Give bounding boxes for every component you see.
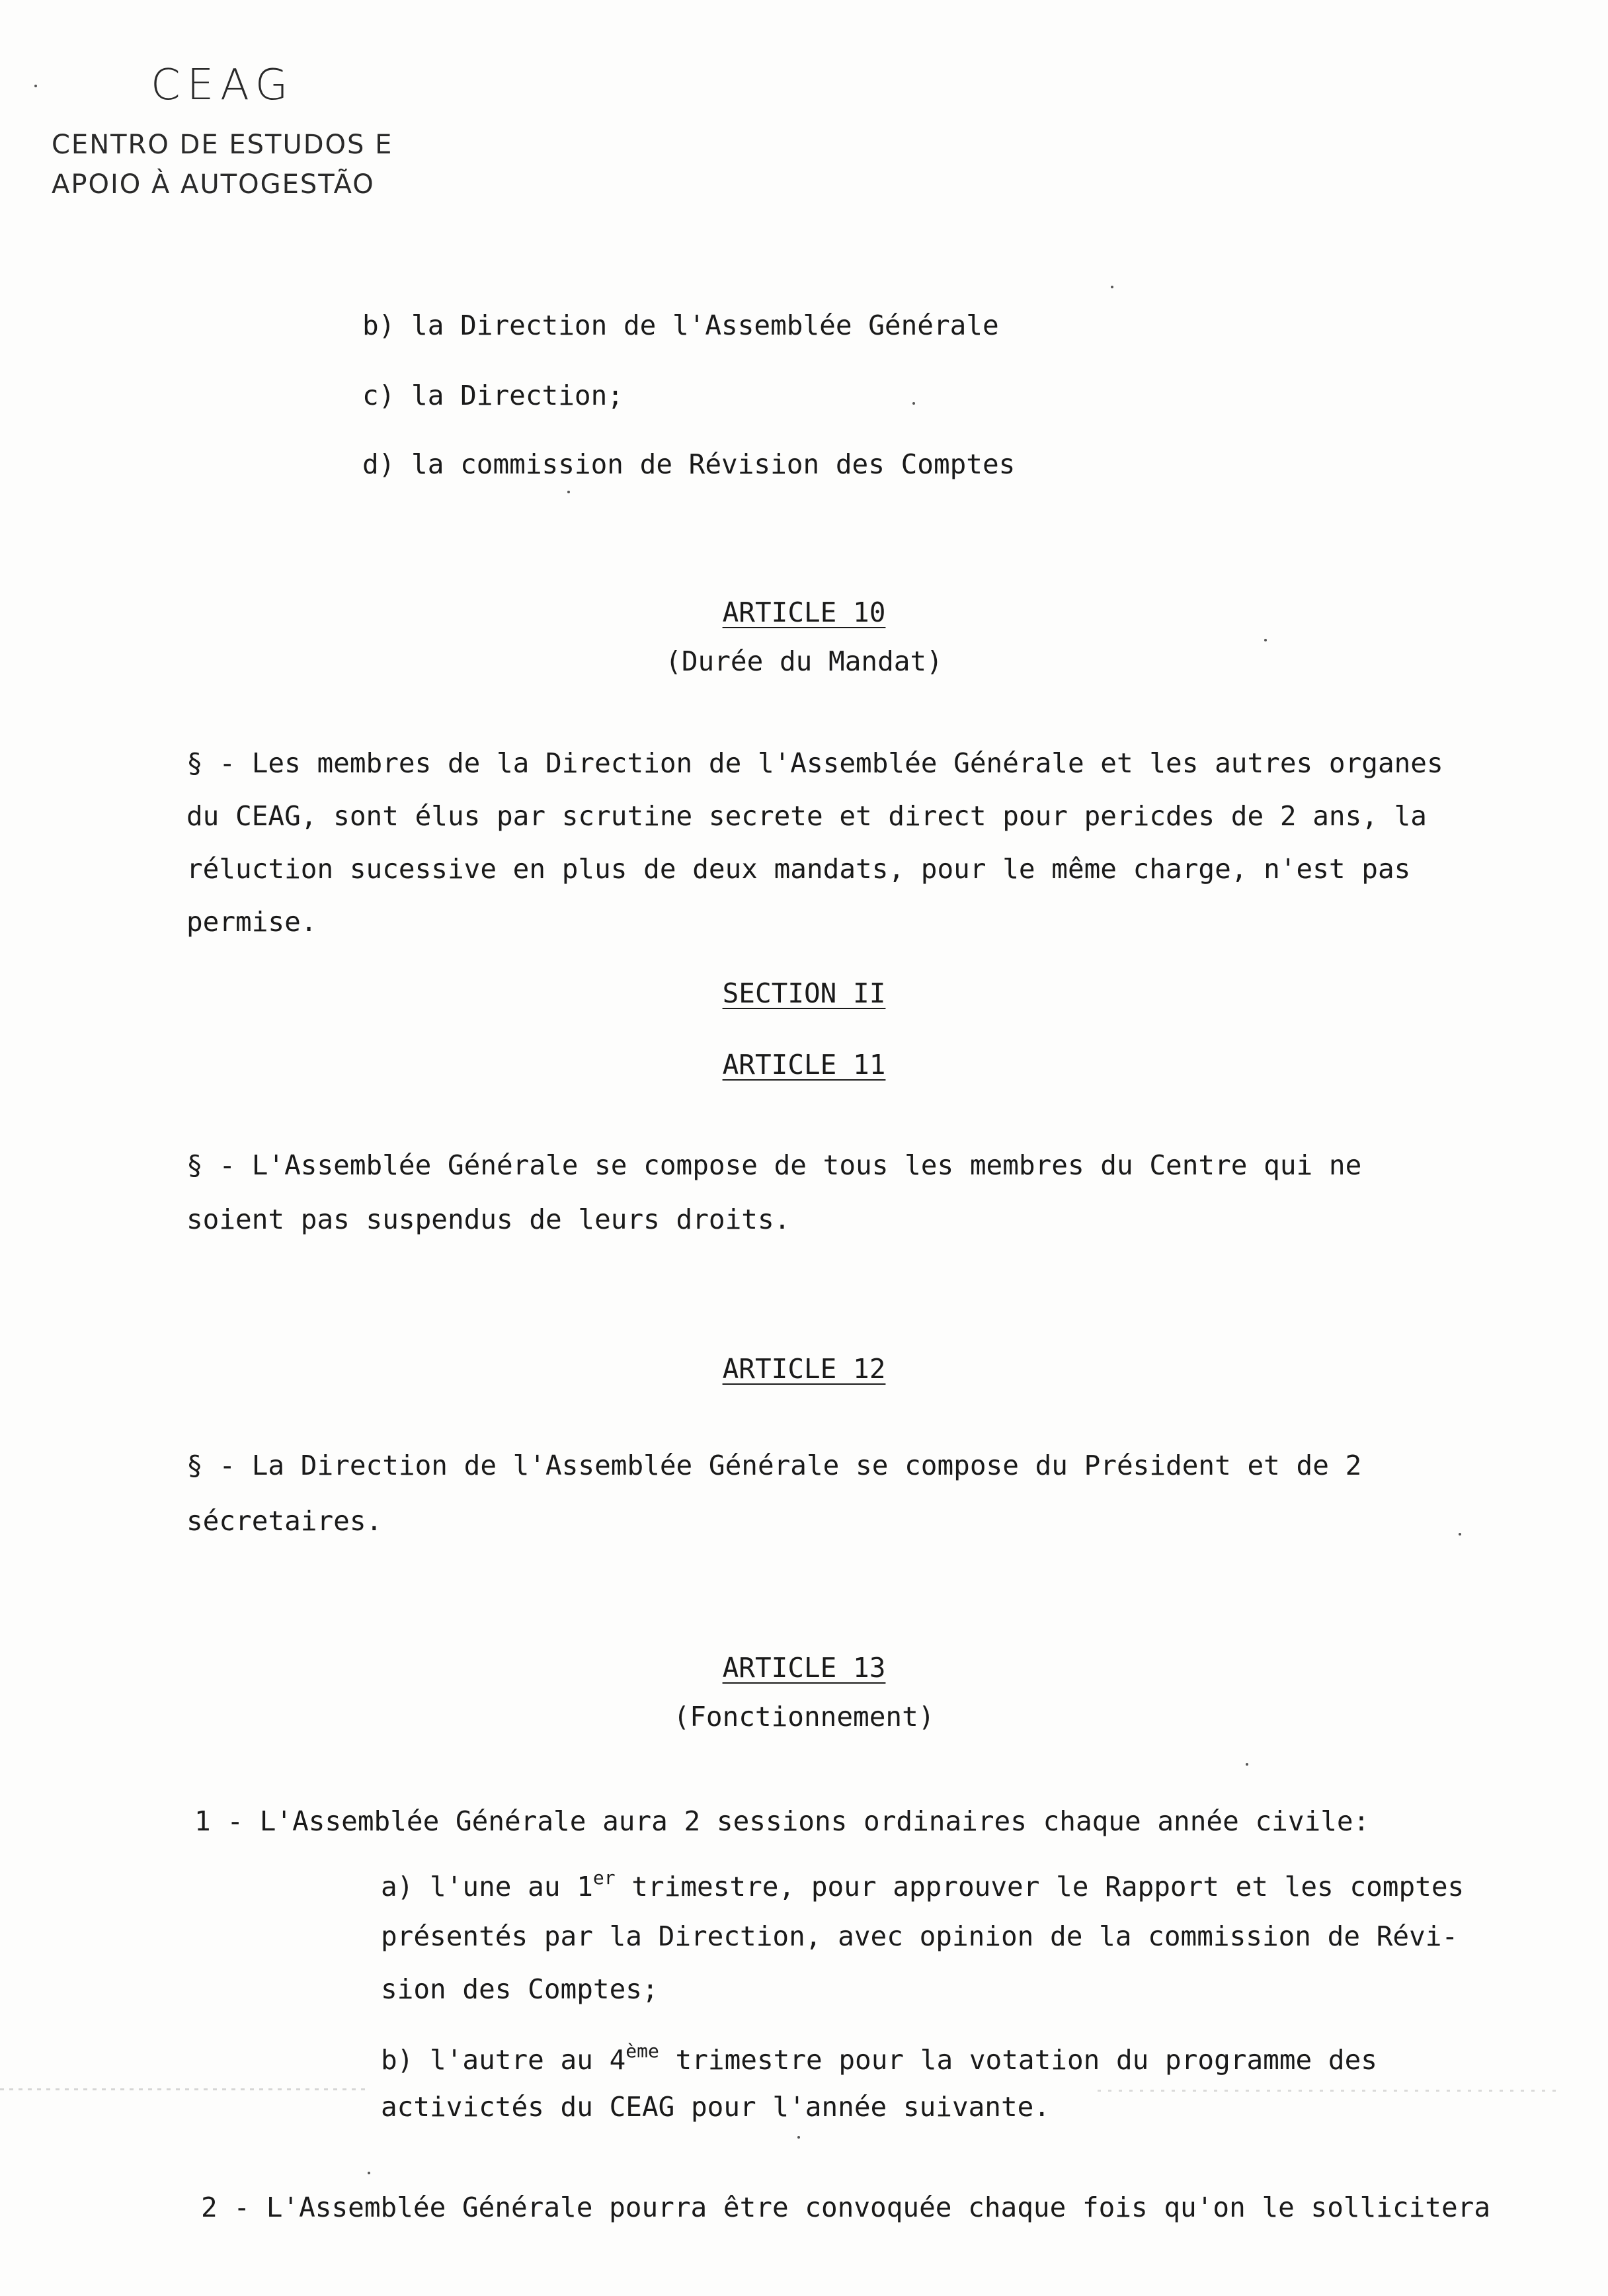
article-13-item-a-line-1: a) l'une au 1er trimestre, pour approuver le Rapport et les comptes	[381, 1867, 1465, 1903]
article-11-para-line-2: soient pas suspendus de leurs droits.	[186, 1204, 791, 1235]
scan-speck	[1111, 286, 1113, 288]
article-10-para-line-4: permise.	[186, 906, 317, 938]
scan-speck	[34, 85, 37, 87]
article-11-heading: ARTICLE 11	[722, 1049, 886, 1081]
list-item-b: b) la Direction de l'Assemblée Générale	[362, 309, 999, 341]
scan-noise-right	[1098, 2090, 1560, 2092]
list-item-d: d) la commission de Révision des Comptes	[362, 448, 1016, 480]
article-13-heading: ARTICLE 13	[722, 1652, 886, 1684]
scan-speck	[1246, 1763, 1248, 1766]
article-12-para-line-2: sécretaires.	[186, 1505, 383, 1537]
article-13-item-a-line-3: sion des Comptes;	[381, 1973, 659, 2005]
section-2-heading: SECTION II	[722, 977, 886, 1009]
article-12-para-line-1: § - La Direction de l'Assemblée Générale se compose du Président et de 2	[186, 1450, 1362, 1481]
list-item-c: c) la Direction;	[362, 380, 623, 411]
scan-speck	[912, 402, 915, 405]
article-10-subtitle: (Durée du Mandat)	[665, 645, 943, 677]
scan-speck	[1459, 1533, 1461, 1536]
article-10-para-line-2: du CEAG, sont élus par scrutine secrete et direct pour pericdes de 2 ans, la	[186, 800, 1427, 832]
article-13-item-1: 1 - L'Assemblée Générale aura 2 sessions ordinaires chaque année civile:	[194, 1805, 1370, 1837]
scan-speck	[368, 2172, 370, 2174]
article-10-para-line-1: § - Les membres de la Direction de l'Assemblée Générale et les autres organes	[186, 747, 1443, 779]
article-13-item-2: 2 - L'Assemblée Générale pourra être convoquée chaque fois qu'on le sollicitera	[201, 2192, 1491, 2223]
article-10-para-line-3: réluction sucessive en plus de deux mandats, pour le même charge, n'est pas	[186, 853, 1411, 885]
article-13-item-a-line-2: présentés par la Direction, avec opinion de la commission de Révi-	[381, 1920, 1459, 1952]
article-13-subtitle: (Fonctionnement)	[673, 1701, 935, 1733]
scan-speck	[1264, 639, 1267, 641]
article-12-heading: ARTICLE 12	[722, 1353, 886, 1385]
article-13-item-b-line-1: b) l'autre au 4ème trimestre pour la votation du programme des	[381, 2040, 1377, 2076]
scan-speck	[567, 491, 570, 493]
article-13-item-b-line-2: activictés du CEAG pour l'année suivante.	[381, 2091, 1051, 2123]
article-10-heading: ARTICLE 10	[722, 596, 886, 628]
letterhead-line-2: APOIO À AUTOGESTÃO	[52, 169, 375, 200]
scan-noise-left	[0, 2088, 370, 2090]
scan-speck	[797, 2136, 800, 2139]
article-11-para-line-1: § - L'Assemblée Générale se compose de tous les membres du Centre qui ne	[186, 1149, 1362, 1181]
letterhead-logo: CEAG	[151, 61, 295, 110]
letterhead-line-1: CENTRO DE ESTUDOS E	[52, 130, 393, 160]
